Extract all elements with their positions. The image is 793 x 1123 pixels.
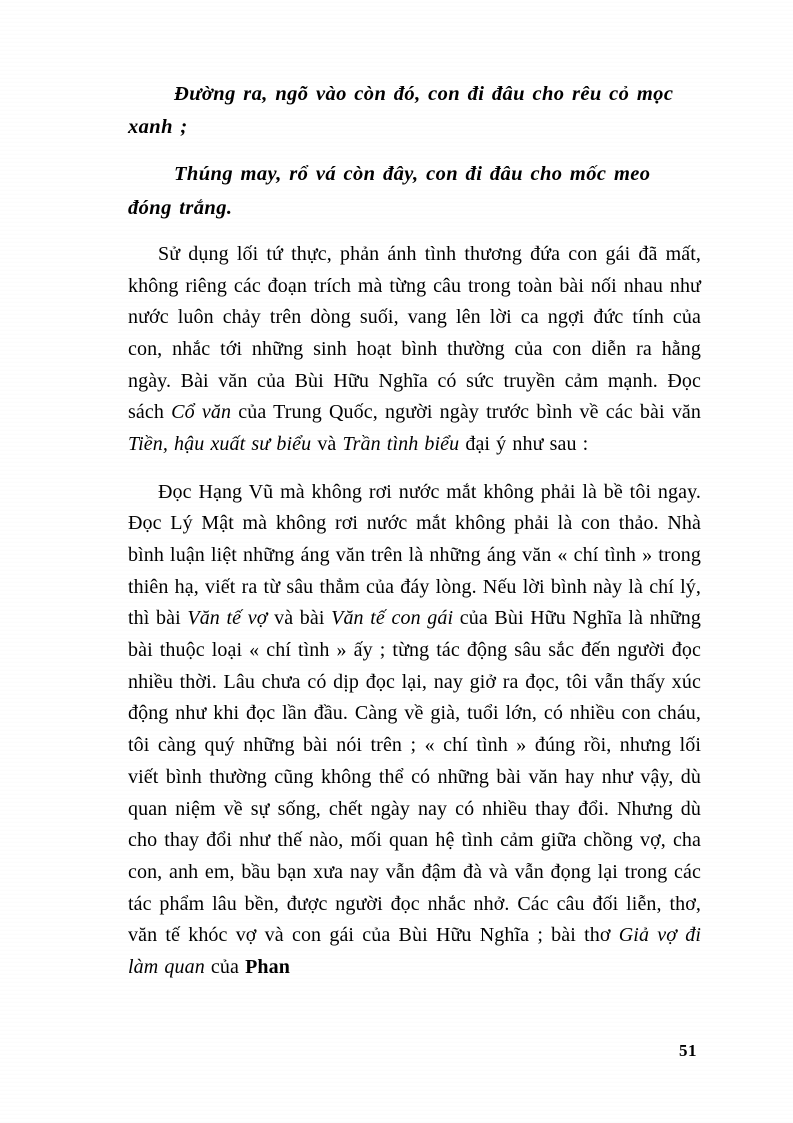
text-run: và (311, 432, 343, 455)
verse-line-1: Đường ra, ngõ vào còn đó, con đi đâu cho rêu cỏ mọc xanh ; (128, 83, 674, 139)
text-run: của (204, 955, 246, 978)
text-run: Trần tình biểu (342, 432, 460, 455)
body-text (128, 239, 701, 984)
text-run: Phan (245, 955, 290, 978)
text-run: Cổ văn (171, 401, 232, 424)
text-run: của Bùi Hữu Nghĩa là những bài thuộc loại « chí tình » ấy ; từng tác động sâu sắc đến người đọc nhiều thời. Lâu chưa có dịp đọc lại, nay giở ra đọc, tôi vẫn thấy xúc động như khi đọc lần đầu. Càng về già, tuổi lớn, có nhiều con cháu, tôi càng quý những bài nói trên ; « chí tình » đúng rồi, nhưng lối viết bình thường cũng không thể có những bài văn hay như vậy, dù quan niệm về sự sống, chết ngày nay có nhiều thay đổi. Nhưng dù cho thay đổi như thế nào, mối quan hệ tình cảm giữa chồng vợ, cha con, anh em, bầu bạn xưa nay vẫn đậm đà và vẫn đọng lại trong các tác phẩm lâu bền, được người đọc nhắc nhở. Các câu đối liễn, thơ, văn tế khóc vợ và con gái của Bùi Hữu Nghĩa ; bài thơ (128, 607, 701, 947)
text-run: Văn tế con gái (331, 607, 454, 630)
text-run: Sử dụng lối tứ thực, phản ánh tình thương đứa con gái đã mất, không riêng các đoạn trích mà từng câu trong toàn bài nối nhau như nước luôn chảy trên dòng suối, vang lên lời ca ngợi đức tính của con, nhắc tới những sinh hoạt bình thường của con diễn ra hằng ngày. Bài văn của Bùi Hữu Nghĩa có sức truyền cảm mạnh. Đọc sách (128, 242, 701, 424)
verse-line-2: Thúng may, rổ vá còn đây, con đi đâu cho mốc meo đóng trắng. (128, 163, 651, 219)
page-number: 51 (679, 1041, 697, 1060)
text-run: Tiền, hậu xuất sư biểu (128, 432, 312, 455)
paragraph-2 (128, 477, 701, 984)
paragraph-1 (128, 239, 701, 461)
text-run: Đọc Hạng Vũ mà không rơi nước mắt không phải là bề tôi ngay. Đọc Lý Mật mà không rơi nước mắt không phải là con thảo. Nhà bình luận liệt những áng văn trên là những áng văn « chí tình » trong thiên hạ, viết ra từ sâu thẳm của đáy lòng. Nếu lời bình này là chí lý, thì bài (128, 480, 701, 630)
verse-block (128, 78, 701, 225)
text-run: Giả vợ đi làm quan (128, 924, 701, 978)
text-run: Văn tế vợ (187, 607, 268, 630)
text-run: đại ý như sau : (459, 432, 589, 455)
text-run: của Trung Quốc, người ngày trước bình về các bài văn (231, 401, 702, 424)
text-run: và bài (267, 607, 332, 630)
